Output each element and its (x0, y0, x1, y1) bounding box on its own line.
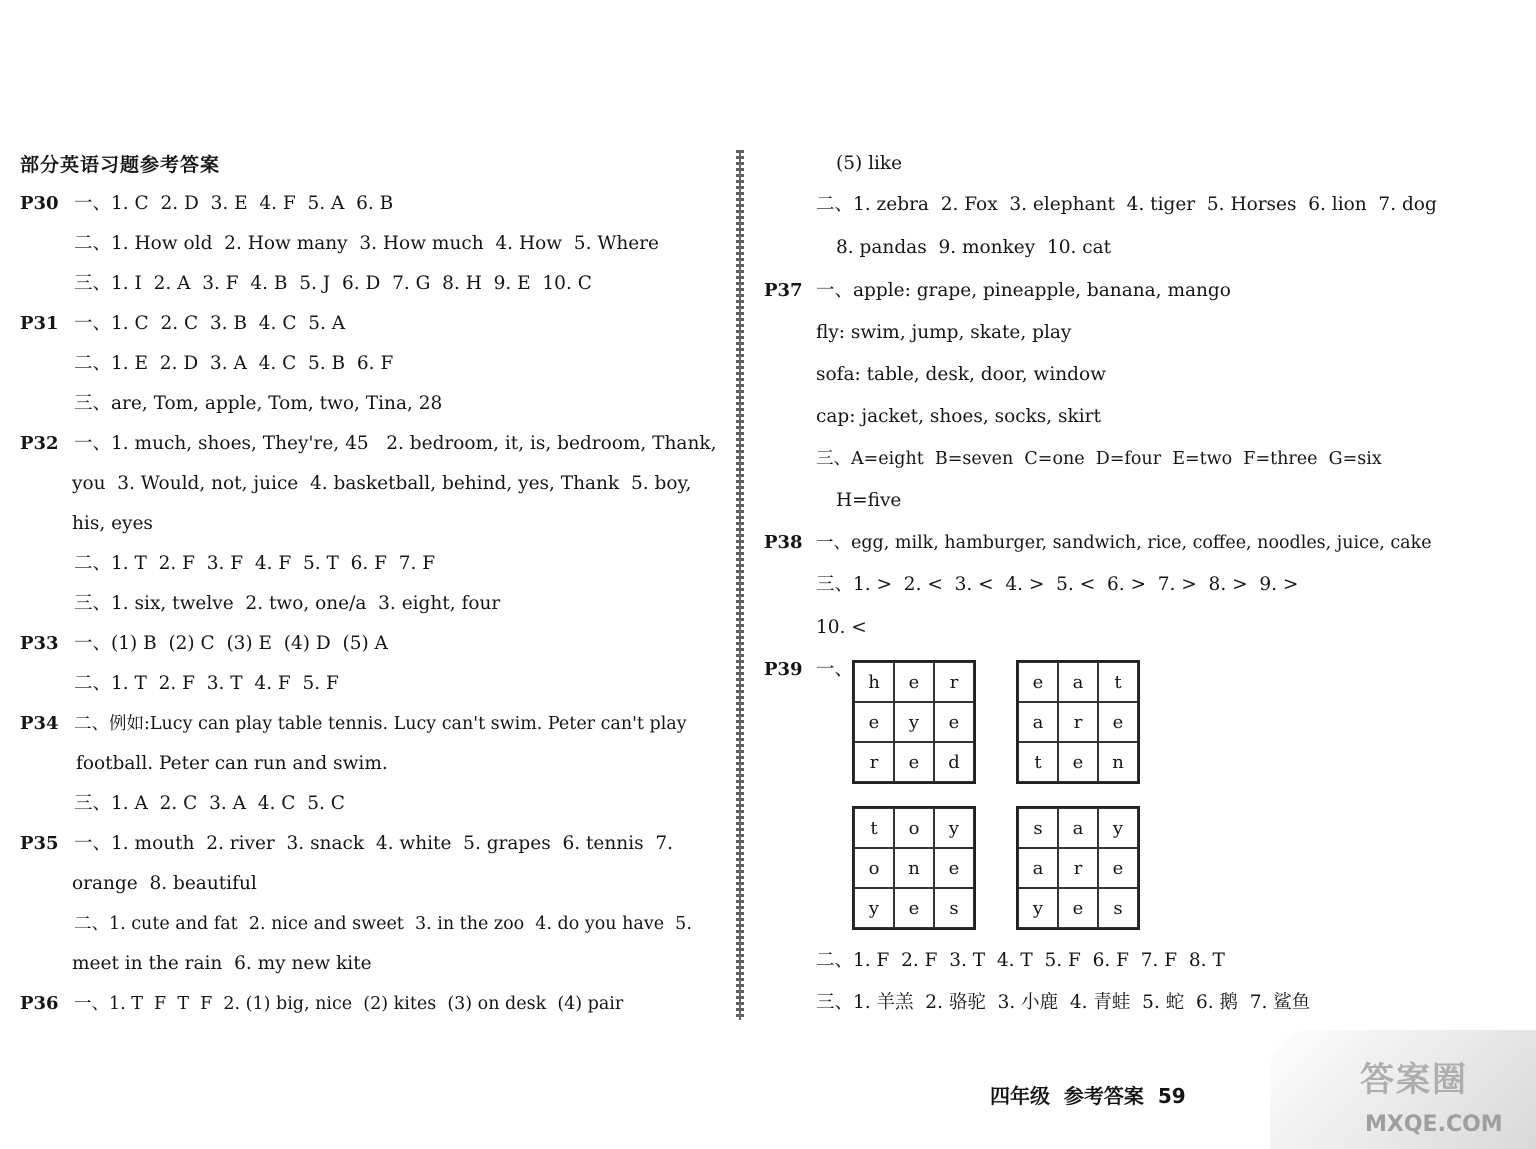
label-p34: P34 (20, 713, 59, 734)
answer-line: 三、1. I 2. A 3. F 4. B 5. J 6. D 7. G 8. H 9. E 10. C (74, 273, 592, 294)
answer-line: 一、egg, milk, hamburger, sandwich, rice, coffee, noodles, juice, cake (816, 533, 1432, 553)
grid-cell: r (934, 662, 974, 702)
answer-line: 一、1. C 2. C 3. B 4. C 5. A (74, 313, 346, 334)
grid-cell: e (1018, 662, 1058, 702)
grid-cell: y (1018, 888, 1058, 928)
answer-line: sofa: table, desk, door, window (816, 364, 1106, 385)
grid-cell: e (894, 888, 934, 928)
label-p36: P36 (20, 993, 59, 1014)
column-divider (736, 150, 744, 1020)
answer-line: 一、apple: grape, pineapple, banana, mango (816, 280, 1231, 301)
grid-cell: a (1058, 662, 1098, 702)
grid-cell: n (894, 848, 934, 888)
grid-cell: e (1098, 702, 1138, 742)
answer-line: H=five (836, 490, 902, 511)
grid-cell: e (934, 702, 974, 742)
word-grid (852, 660, 976, 784)
label-p38: P38 (764, 532, 803, 553)
answer-line: his, eyes (72, 513, 153, 534)
answer-line: 8. pandas 9. monkey 10. cat (836, 237, 1112, 258)
grid-cell: a (1018, 848, 1058, 888)
answer-line: 一、1. much, shoes, They're, 45 2. bedroom, it, is, bedroom, Thank, (74, 433, 717, 454)
page-footer: 四年级 参考答案 59 (990, 1084, 1186, 1108)
grid-cell: s (934, 888, 974, 928)
grid-cell: d (934, 742, 974, 782)
label-p37: P37 (764, 280, 803, 301)
grid-cell: t (854, 808, 894, 848)
answer-line: 10. < (816, 617, 867, 638)
grid-cell: a (1058, 808, 1098, 848)
answer-line: 二、1. How old 2. How many 3. How much 4. How 5. Where (74, 233, 660, 254)
answer-line: 二、1. F 2. F 3. T 4. T 5. F 6. F 7. F 8. T (816, 950, 1225, 971)
grid-cell: y (1098, 808, 1138, 848)
grid-cell: n (1098, 742, 1138, 782)
answer-line: 二、1. cute and fat 2. nice and sweet 3. in the zoo 4. do you have 5. (74, 914, 692, 934)
answer-line: 二、例如:Lucy can play table tennis. Lucy can't swim. Peter can't play (74, 714, 687, 734)
grid-cell: y (854, 888, 894, 928)
grid-cell: r (1058, 702, 1098, 742)
word-grid (1016, 660, 1140, 784)
word-grid (1016, 806, 1140, 930)
answer-line: 一、1. C 2. D 3. E 4. F 5. A 6. B (74, 193, 394, 214)
grid-cell: t (1098, 662, 1138, 702)
answer-line: 一、1. mouth 2. river 3. snack 4. white 5. grapes 6. tennis 7. (74, 833, 674, 854)
page-title: 部分英语习题参考答案 (20, 154, 221, 176)
watermark-logo: 答案圈 (1360, 1060, 1468, 1100)
answer-line: 二、1. T 2. F 3. F 4. F 5. T 6. F 7. F (74, 553, 436, 574)
answer-line: orange 8. beautiful (72, 873, 257, 894)
grid-cell: e (854, 702, 894, 742)
answer-line: 三、1. 羊羔 2. 骆驼 3. 小鹿 4. 青蛙 5. 蛇 6. 鹅 7. 鲨鱼 (816, 992, 1311, 1013)
grid-cell: e (1058, 888, 1098, 928)
answer-prefix: 一、 (816, 659, 854, 680)
grid-cell: r (854, 742, 894, 782)
grid-cell: y (894, 702, 934, 742)
word-grid (852, 806, 976, 930)
answer-line: 三、A=eight B=seven C=one D=four E=two F=three G=six (816, 449, 1382, 469)
grid-cell: o (854, 848, 894, 888)
answer-line: 三、1. A 2. C 3. A 4. C 5. C (74, 793, 345, 814)
grid-cell: a (1018, 702, 1058, 742)
grid-cell: e (934, 848, 974, 888)
label-p35: P35 (20, 833, 59, 854)
label-p31: P31 (20, 313, 59, 334)
answer-line: 三、are, Tom, apple, Tom, two, Tina, 28 (74, 393, 443, 414)
grid-cell: o (894, 808, 934, 848)
grid-cell: e (894, 742, 934, 782)
grid-cell: s (1018, 808, 1058, 848)
answer-line: meet in the rain 6. my new kite (72, 953, 372, 974)
grid-cell: t (1018, 742, 1058, 782)
grid-cell: h (854, 662, 894, 702)
answer-line: you 3. Would, not, juice 4. basketball, behind, yes, Thank 5. boy, (72, 473, 692, 494)
watermark (1270, 1030, 1536, 1149)
answer-line: cap: jacket, shoes, socks, skirt (816, 406, 1101, 427)
grid-cell: r (1058, 848, 1098, 888)
grid-cell: e (1098, 848, 1138, 888)
grid-cell: e (1058, 742, 1098, 782)
watermark-url: MXQE.COM (1365, 1112, 1503, 1137)
grid-cell: y (934, 808, 974, 848)
answer-line: 二、1. zebra 2. Fox 3. elephant 4. tiger 5. Horses 6. lion 7. dog (816, 194, 1437, 215)
answer-line: 二、1. T 2. F 3. T 4. F 5. F (74, 673, 339, 694)
answer-line: football. Peter can run and swim. (76, 753, 388, 774)
grid-cell: e (894, 662, 934, 702)
answer-line: 三、1. > 2. < 3. < 4. > 5. < 6. > 7. > 8. > 9. > (816, 574, 1299, 595)
grid-cell: s (1098, 888, 1138, 928)
answer-line: 一、(1) B (2) C (3) E (4) D (5) A (74, 633, 388, 654)
answer-line: 三、1. six, twelve 2. two, one/a 3. eight, four (74, 593, 501, 614)
label-p39: P39 (764, 659, 803, 680)
label-p30: P30 (20, 193, 59, 214)
answer-line: fly: swim, jump, skate, play (816, 322, 1072, 343)
label-p32: P32 (20, 433, 59, 454)
answer-line: 一、1. T F T F 2. (1) big, nice (2) kites (3) on desk (4) pair (74, 994, 624, 1014)
answer-line: 二、1. E 2. D 3. A 4. C 5. B 6. F (74, 353, 394, 374)
answer-line: (5) like (836, 153, 903, 174)
label-p33: P33 (20, 633, 59, 654)
